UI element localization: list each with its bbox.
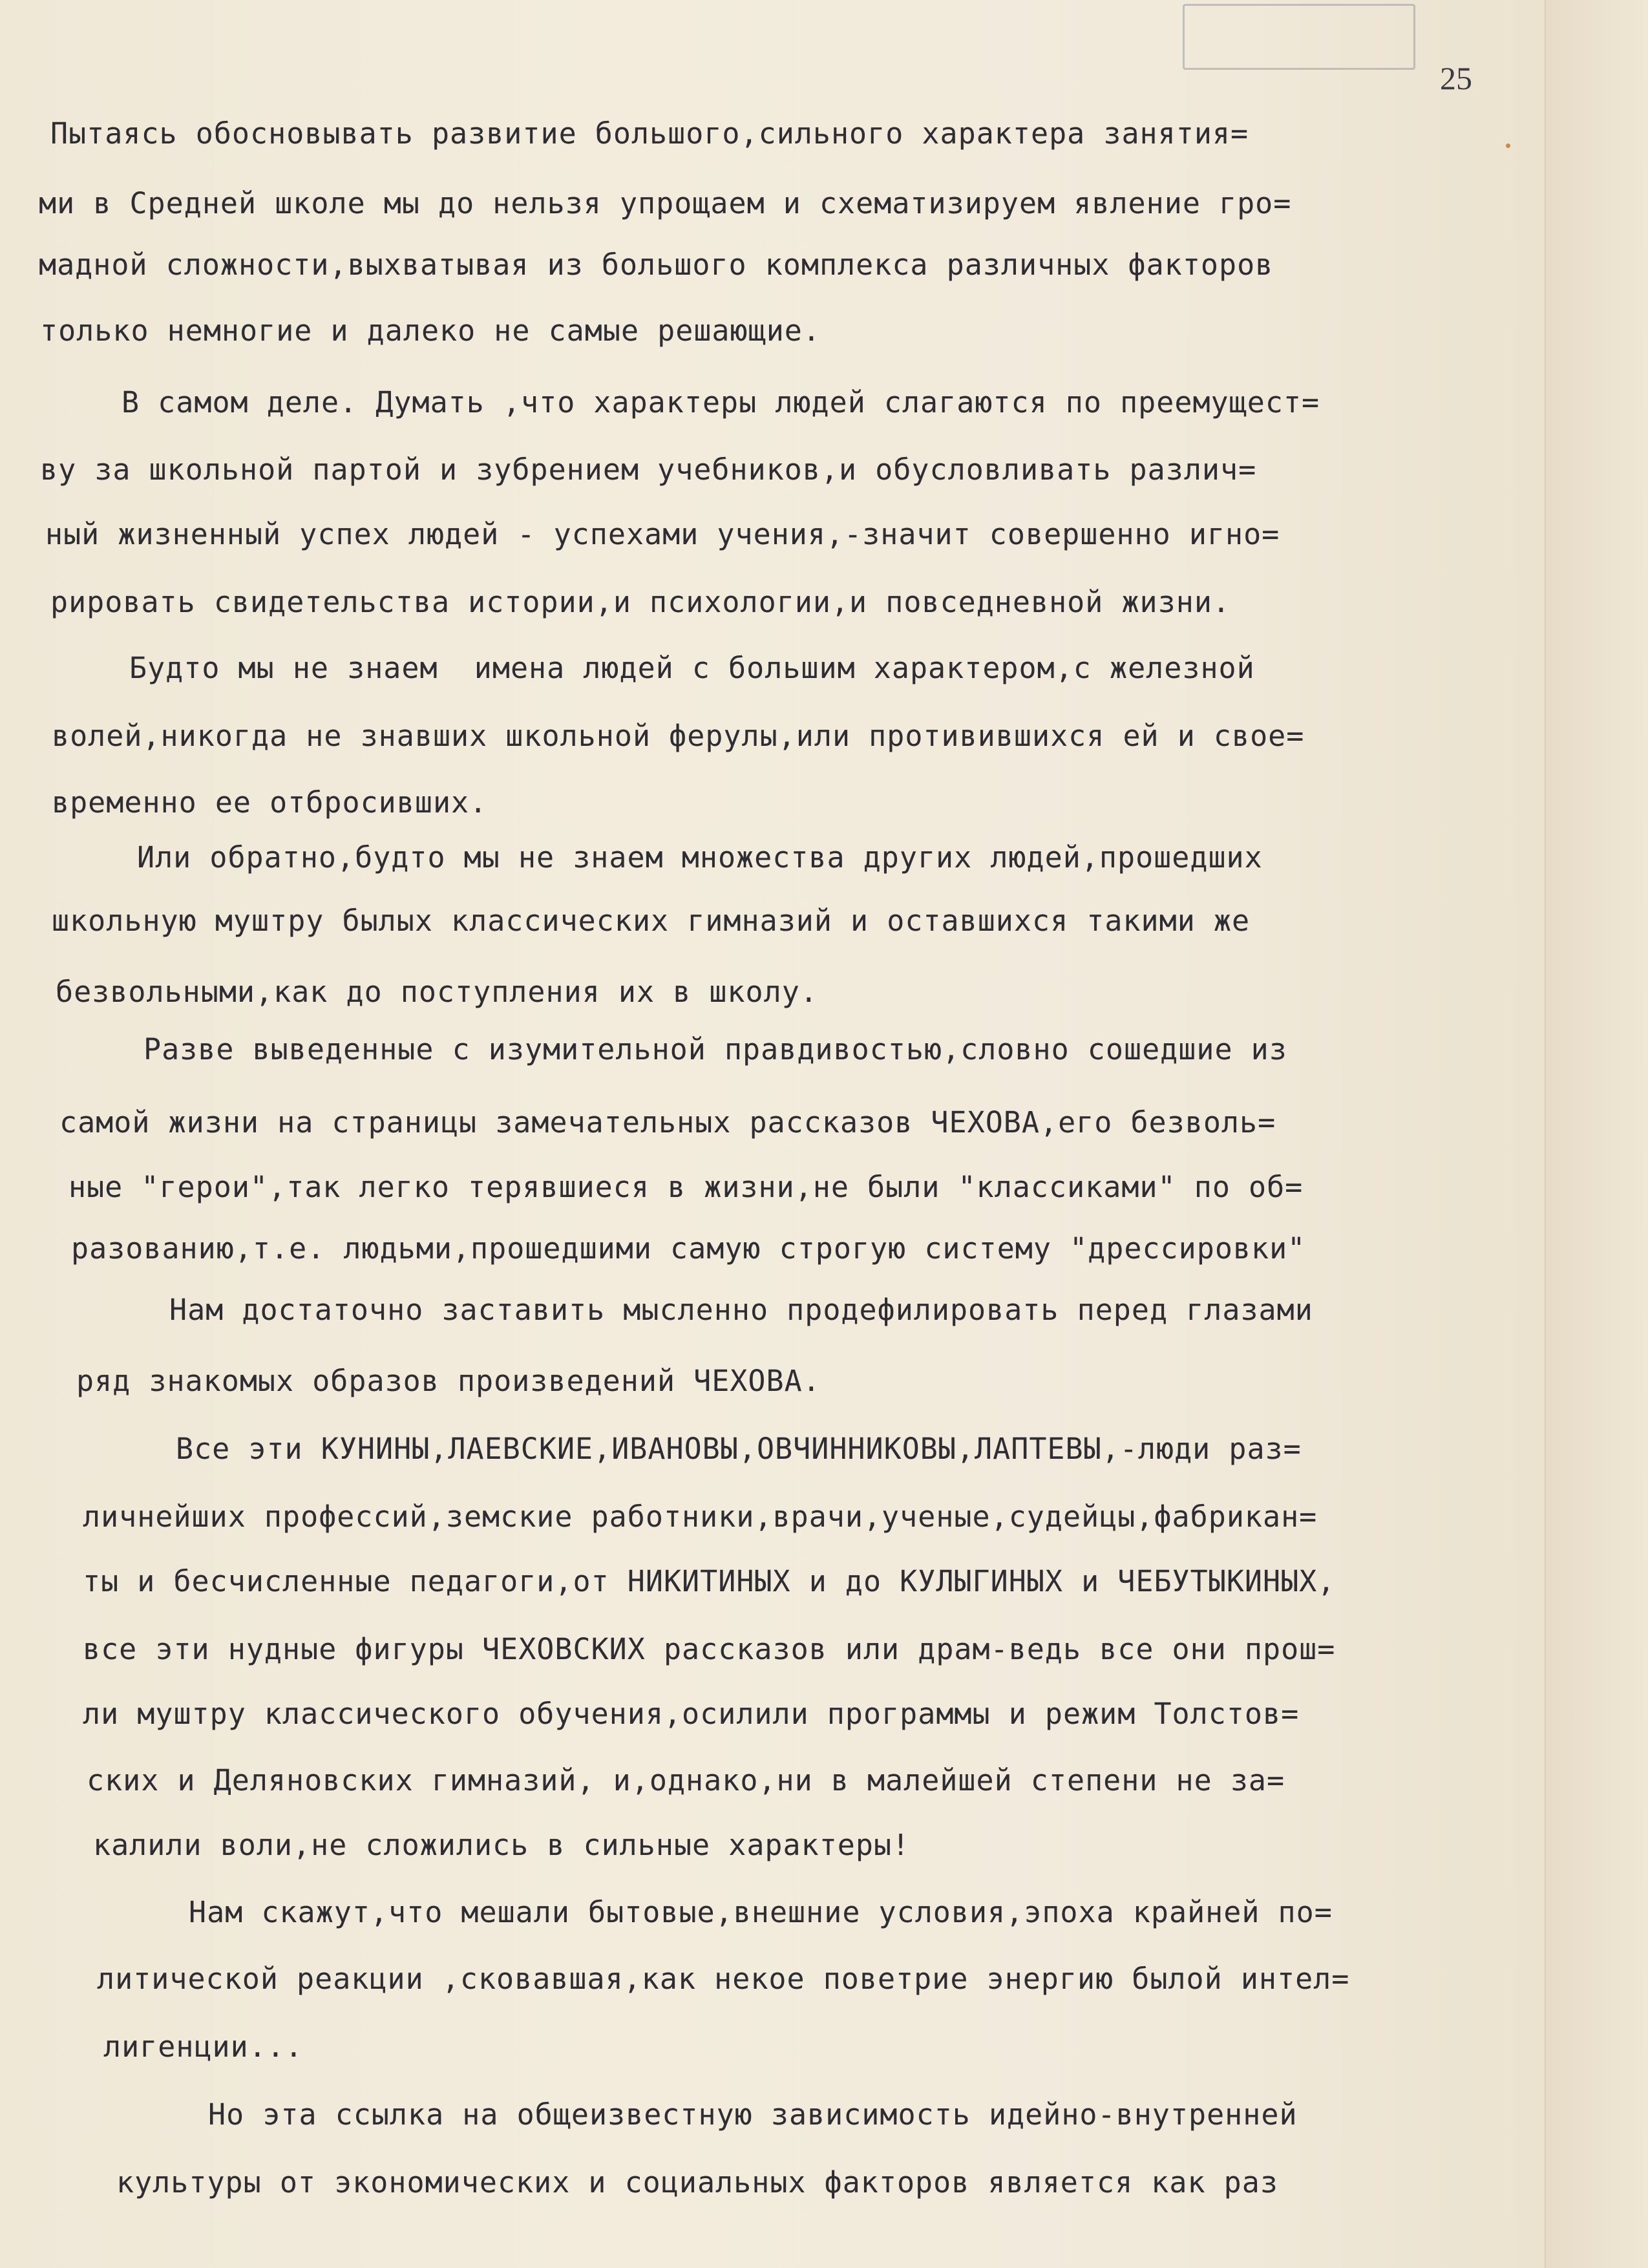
text-line: ли муштру классического обучения,осилили программы и режим Толстов= xyxy=(83,1697,1300,1731)
text-line: Или обратно,будто мы не знаем множества других людей,прошедших xyxy=(137,840,1263,874)
text-line: ты и бесчисленные педагоги,от НИКИТИНЫХ и до КУЛЫГИНЫХ и ЧЕБУТЫКИНЫХ, xyxy=(83,1564,1336,1598)
text-line: лигенции... xyxy=(103,2030,304,2064)
text-line: Пытаясь обосновывать развитие большого,сильного характера занятия= xyxy=(50,116,1249,151)
text-line: волей,никогда не знавших школьной ферулы,или противившихся ей и свое= xyxy=(52,719,1305,753)
text-line: ми в Средней школе мы до нельзя упрощаем и схематизируем явление гро= xyxy=(39,186,1292,220)
text-line: разованию,т.е. людьми,прошедшими самую строгую систему "дрессировки" xyxy=(71,1231,1306,1266)
text-line: самой жизни на страницы замечательных рассказов ЧЕХОВА,его безволь= xyxy=(59,1105,1276,1139)
text-line: ву за школьной партой и зубрением учебников,и обусловливать различ= xyxy=(40,452,1257,487)
text-line: Будто мы не знаем имена людей с большим характером,с железной xyxy=(129,651,1255,685)
text-line: личнейших профессий,земские работники,врачи,ученые,судейцы,фабрикан= xyxy=(83,1500,1318,1534)
text-line: ряд знакомых образов произведений ЧЕХОВА. xyxy=(76,1364,821,1398)
text-line: Нам скажут,что мешали бытовые,внешние условия,эпоха крайней по= xyxy=(189,1895,1333,1929)
text-line: ный жизненный успех людей - успехами учения,-значит совершенно игно= xyxy=(45,517,1280,551)
archive-stamp xyxy=(1183,4,1415,70)
text-line: ских и Деляновских гимназий, и,однако,ни в малейшей степени не за= xyxy=(87,1763,1285,1797)
text-line: безвольными,как до поступления их в школу. xyxy=(56,975,818,1009)
text-line: рировать свидетельства истории,и психологии,и повседневной жизни. xyxy=(50,585,1231,619)
text-line: школьную муштру былых классических гимназий и оставшихся такими же xyxy=(52,904,1251,938)
text-line: мадной сложности,выхватывая из большого комплекса различных факторов xyxy=(39,248,1274,282)
ink-speck xyxy=(1506,143,1510,148)
text-line: временно ее отбросивших. xyxy=(52,785,488,820)
text-line: Нам достаточно заставить мысленно продефилировать перед глазами xyxy=(169,1293,1313,1327)
text-line: Разве выведенные с изумительной правдивостью,словно сошедшие из xyxy=(143,1032,1287,1066)
text-line: ные "герои",так легко терявшиеся в жизни,не были "классиками" по об= xyxy=(69,1170,1304,1204)
text-line: Но эта ссылка на общеизвестную зависимость идейно-внутренней xyxy=(208,2097,1298,2132)
text-line: все эти нудные фигуры ЧЕХОВСКИХ рассказов или драм-ведь все они прош= xyxy=(83,1632,1336,1666)
scan-margin xyxy=(1546,0,1648,2268)
text-line: Все эти КУНИНЫ,ЛАЕВСКИЕ,ИВАНОВЫ,ОВЧИННИКОВЫ,ЛАПТЕВЫ,-люди раз= xyxy=(176,1432,1302,1466)
text-line: В самом деле. Думать ,что характеры людей слагаются по преемущест= xyxy=(121,385,1320,419)
text-line: культуры от экономических и социальных факторов является как раз xyxy=(116,2165,1278,2199)
text-line: калили воли,не сложились в сильные характеры! xyxy=(93,1828,911,1862)
text-line: литической реакции ,сковавшая,как некое поветрие энергию былой интел= xyxy=(97,1962,1350,1996)
text-line: только немногие и далеко не самые решающие. xyxy=(40,313,821,348)
page-number: 25 xyxy=(1440,60,1472,96)
